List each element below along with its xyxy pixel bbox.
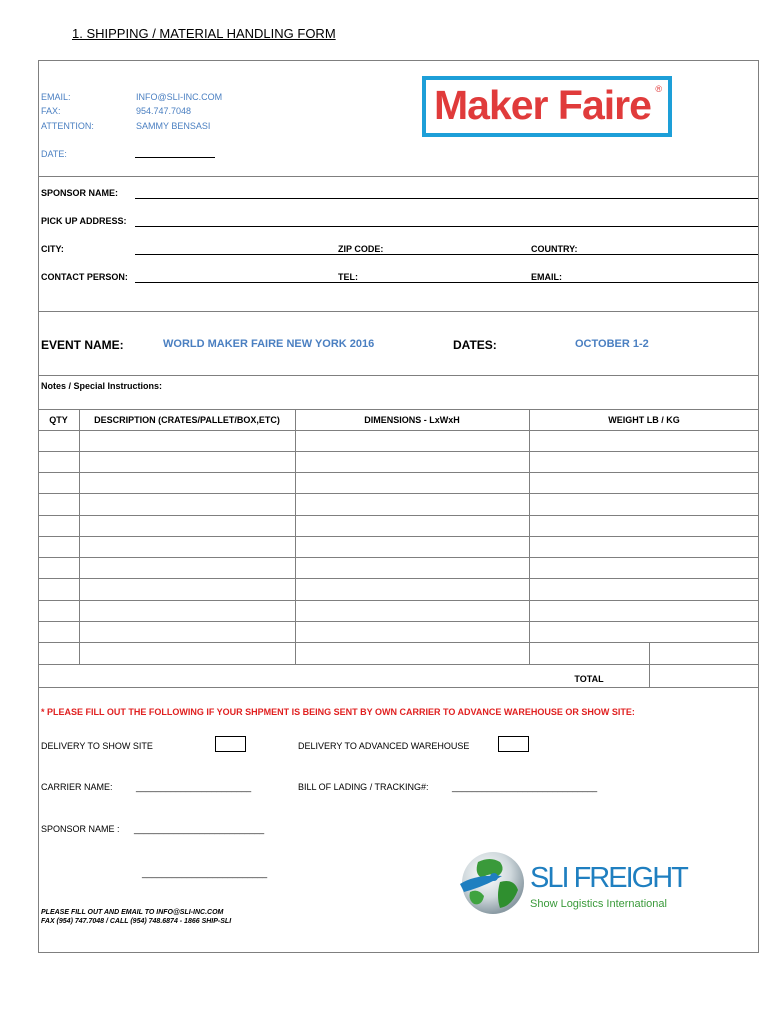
event-name-label: EVENT NAME: [41,338,124,352]
fax-value: 954.747.7048 [136,106,192,116]
bill-of-lading-label: BILL OF LADING / TRACKING#: [298,782,429,792]
footer-line-2: FAX (954) 747.7048 / CALL (954) 748.6874 - 1866 SHIP-SLI [41,918,232,925]
delivery-warehouse-label: DELIVERY TO ADVANCED WAREHOUSE [298,741,470,751]
email-label: EMAIL: [41,92,71,102]
items-table [38,409,759,687]
attention-value: SAMMY BENSASI [136,121,211,131]
sli-freight-logo-text: SLI FREIGHT [530,862,687,894]
divider [38,687,759,688]
dates-label: DATES: [453,338,497,352]
sli-tagline: Show Logistics International [530,898,667,910]
registered-mark: ® [655,84,662,94]
sli-globe-icon [456,848,526,918]
date-label: DATE: [41,149,67,159]
sponsor-name-label: SPONSOR NAME: [41,188,119,198]
notes-label: Notes / Special Instructions: [41,381,163,391]
divider [38,375,759,376]
contact-label: CONTACT PERSON: [41,272,128,282]
table-row [38,451,759,452]
table-row [38,621,759,622]
contact-email-label: EMAIL: [531,272,562,282]
sponsor-name-label-2: SPONSOR NAME : [41,824,120,834]
bill-of-lading-field[interactable]: _____________________________ [452,782,598,792]
attention-label: ATTENTION: [41,121,94,131]
email-value: INFO@SLI-INC.COM [136,92,223,102]
pickup-address-label: PICK UP ADDRESS: [41,216,127,226]
table-row [38,642,759,643]
event-name-value: WORLD MAKER FAIRE NEW YORK 2016 [163,338,375,350]
table-row [38,578,759,579]
footer-line-1: PLEASE FILL OUT AND EMAIL TO INFO@SLI-INC.COM [41,909,224,916]
weight-header: WEIGHT LB / KG [608,415,680,425]
carrier-name-label: CARRIER NAME: [41,782,113,792]
table-row [38,430,759,431]
sponsor-name-field-2[interactable]: __________________________ [134,824,265,834]
table-row [38,515,759,516]
date-field[interactable] [135,157,215,158]
qty-header: QTY [49,415,68,425]
description-header: DESCRIPTION (CRATES/PALLET/BOX,ETC) [94,415,280,425]
country-label: COUNTRY: [531,244,578,254]
dates-value: OCTOBER 1-2 [575,338,649,350]
maker-faire-logo [422,76,672,137]
table-row [38,493,759,494]
sponsor-name-field[interactable] [135,198,758,199]
carrier-notice: * PLEASE FILL OUT THE FOLLOWING IF YOUR SHPMENT IS BEING SENT BY OWN CARRIER TO ADVANCE WAREHOUSE OR SHOW SITE: [41,707,635,717]
maker-faire-logo-text: Maker Faire [434,82,651,128]
delivery-warehouse-checkbox[interactable] [498,736,529,752]
table-row [38,557,759,558]
tel-label: TEL: [338,272,358,282]
table-row [38,664,759,665]
signature-field[interactable]: _________________________ [142,868,268,878]
table-row [38,472,759,473]
form-title: 1. SHIPPING / MATERIAL HANDLING FORM [72,26,336,41]
zip-label: ZIP CODE: [338,244,384,254]
delivery-show-label: DELIVERY TO SHOW SITE [41,741,153,751]
delivery-show-checkbox[interactable] [215,736,246,752]
table-row [38,600,759,601]
dimensions-header: DIMENSIONS - LxWxH [364,415,460,425]
fax-label: FAX: [41,106,61,116]
total-label: TOTAL [574,674,604,684]
carrier-name-field[interactable]: _______________________ [136,782,252,792]
city-field[interactable] [135,254,758,255]
table-row [38,536,759,537]
pickup-address-field[interactable] [135,226,758,227]
divider [38,311,759,312]
divider [38,176,759,177]
contact-field[interactable] [135,282,758,283]
city-label: CITY: [41,244,64,254]
